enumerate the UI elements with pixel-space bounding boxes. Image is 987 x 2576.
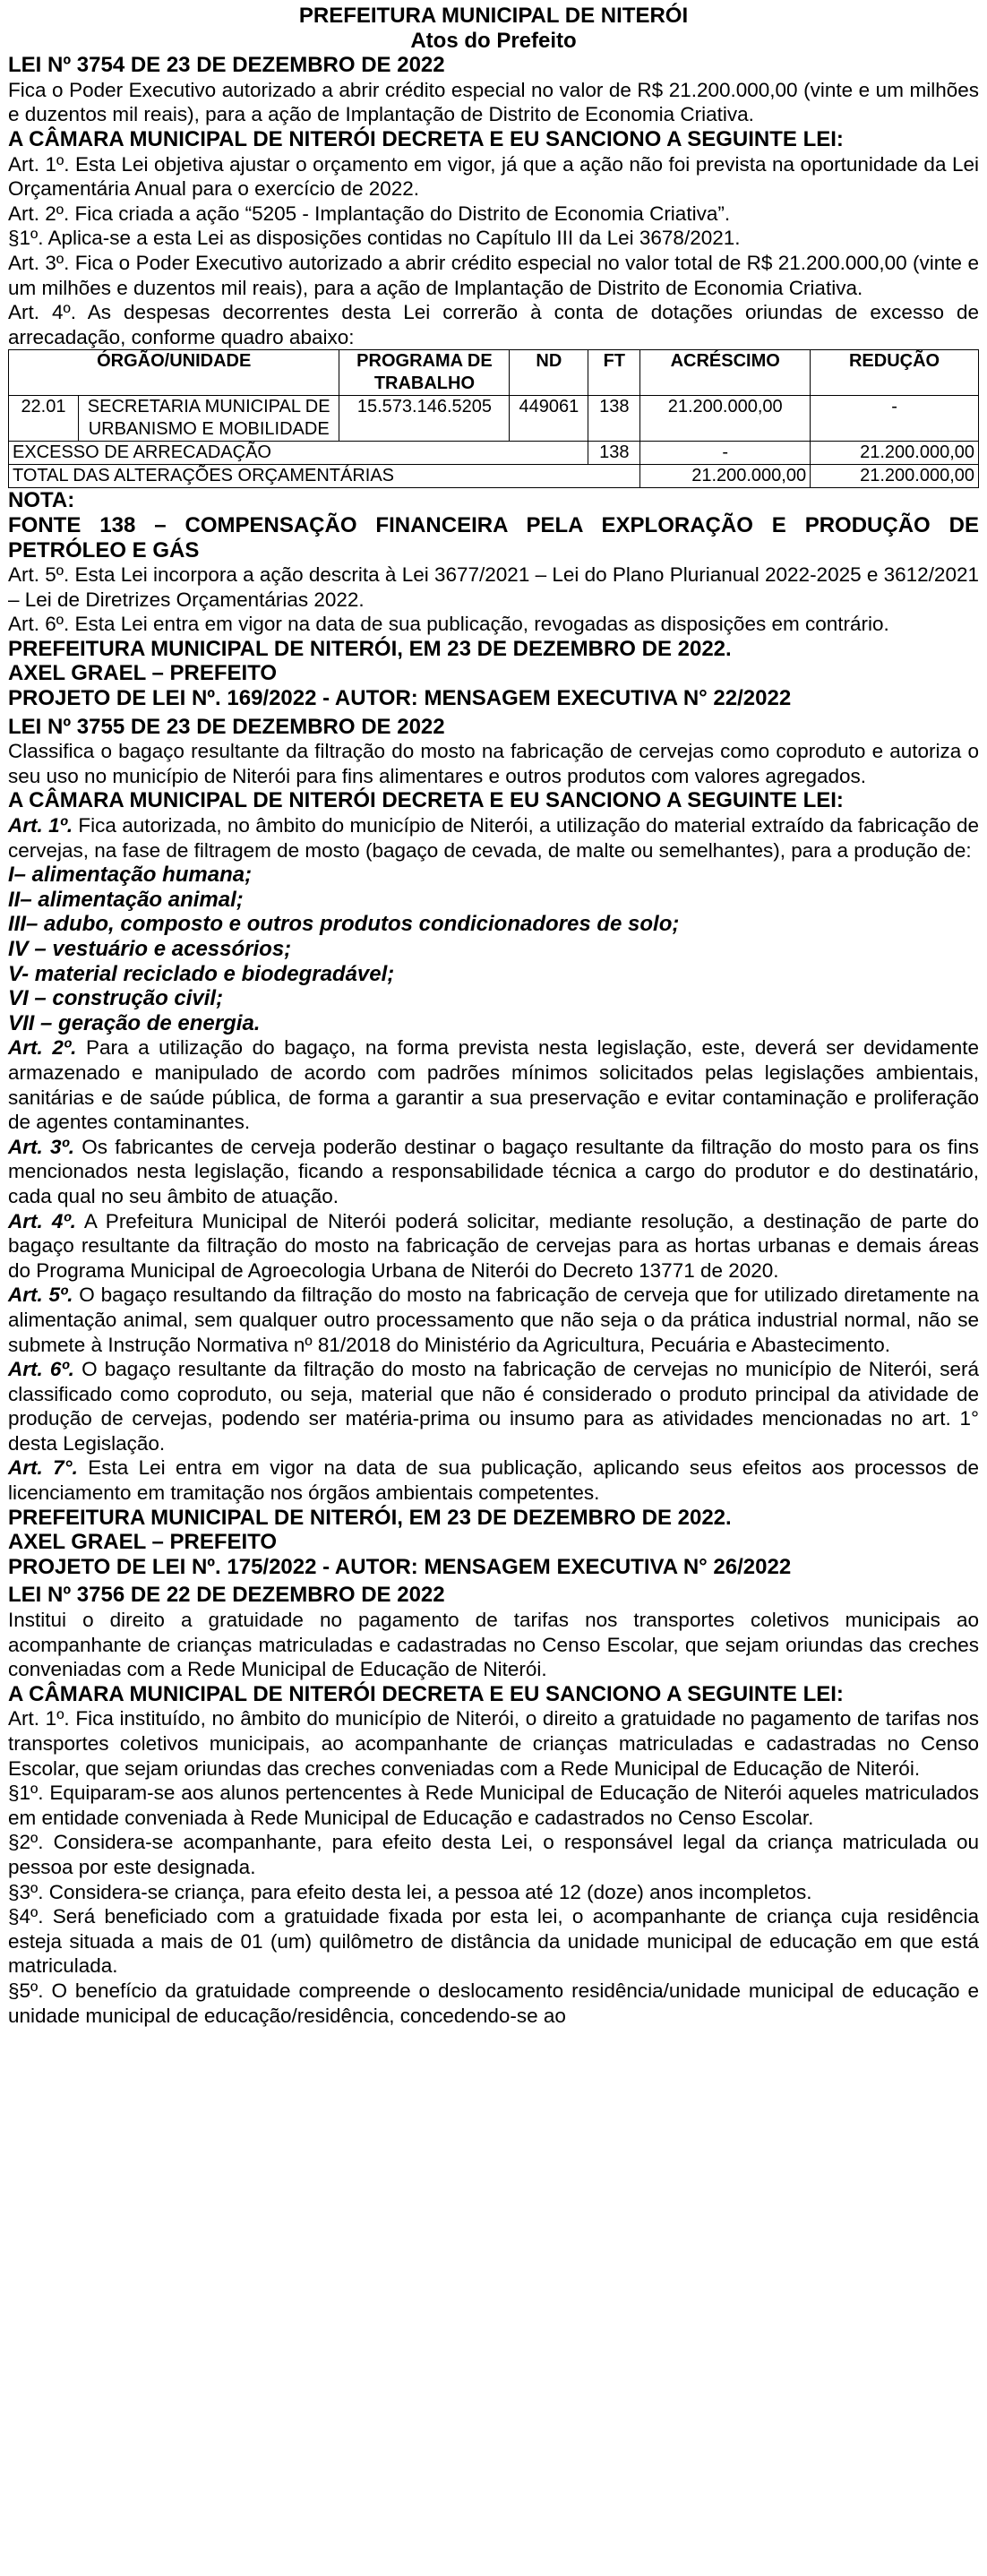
page-title: PREFEITURA MUNICIPAL DE NITERÓI: [298, 4, 689, 28]
article-label: Art. 7°.: [8, 1456, 78, 1480]
article-text: O bagaço resultando da filtração do mosto na fabricação de cerveja que for utilizado diretamente na alimentação animal, sem qualquer outro processamento que não seja o da prática industrial normal, não se submete à Instrução Normativa nº 81/2018 do Ministério da Agricultura, Pecuária e Abastecimento.: [8, 1284, 980, 1356]
table-cell: 449061: [510, 396, 588, 442]
law-decree: A CÂMARA MUNICIPAL DE NITERÓI DECRETA E EU SANCIONO A SEGUINTE LEI:: [8, 126, 844, 151]
law-summary: Fica o Poder Executivo autorizado a abrir crédito especial no valor de R$ 21.200.000,00 (vinte e um milhões e duzentos mil reais), para a ação de Implantação de Distrito de Economia Criativa.: [8, 78, 979, 126]
note-label: NOTA:: [8, 488, 75, 513]
signature-date: PREFEITURA MUNICIPAL DE NITERÓI, EM 23 DE DEZEMBRO DE 2022.: [8, 1505, 732, 1530]
table-cell: 138: [588, 396, 640, 442]
article-6: [8, 1357, 979, 1455]
table-row: [9, 396, 979, 442]
law-heading: LEI Nº 3754 DE 23 DE DEZEMBRO DE 2022: [8, 53, 445, 78]
law-summary: Classifica o bagaço resultante da filtração do mosto na fabricação de cervejas como coproduto e autoriza o seu uso no município de Niterói para fins alimentares e outros produtos com valores agregados.: [8, 740, 979, 787]
article-6: Art. 6º. Esta Lei entra em vigor na data de sua publicação, revogadas as disposições em contrário.: [8, 613, 889, 636]
article-2: Art. 2º. Fica criada a ação “5205 - Implantação do Distrito de Economia Criativa”.: [8, 202, 731, 225]
list-item: VII – geração de energia.: [8, 1010, 261, 1035]
list-item: II– alimentação animal;: [8, 887, 244, 912]
page-subtitle: Atos do Prefeito: [410, 28, 577, 53]
article-label: Art. 5º.: [8, 1284, 73, 1307]
article-3: [8, 1135, 979, 1209]
paragraph-3: §3º. Considera-se criança, para efeito desta lei, a pessoa até 12 (doze) anos incompletos.: [8, 1880, 812, 1903]
law-3754: [8, 53, 979, 710]
law-heading: LEI Nº 3755 DE 23 DE DEZEMBRO DE 2022: [8, 714, 445, 739]
table-cell: 21.200.000,00: [640, 465, 811, 488]
table-header-row: [9, 350, 979, 396]
article-2: [8, 1035, 979, 1134]
article-label: Art. 3º.: [8, 1135, 74, 1158]
table-cell: 21.200.000,00: [640, 396, 811, 442]
list-item: V- material reciclado e biodegradável;: [8, 961, 395, 986]
article-label: Art. 6º.: [8, 1358, 74, 1381]
paragraph-1: §1º. Equiparam-se aos alunos pertencentes à Rede Municipal de Educação de Niterói aqueles matriculados em entidade conveniada à Rede Municipal de Educação e cadastrados no Censo Escolar.: [8, 1782, 979, 1829]
table-row-excess: [9, 442, 979, 465]
paragraph-2: §2º. Considera-se acompanhante, para efeito desta Lei, o responsável legal da criança matriculada ou pessoa por este designada.: [8, 1831, 979, 1878]
table-cell: 22.01: [9, 396, 79, 442]
table-cell: SECRETARIA MUNICIPAL DE URBANISMO E MOBILIDADE: [78, 396, 339, 442]
table-header-cell: ND: [510, 350, 588, 396]
budget-table: [8, 349, 979, 488]
table-cell: 15.573.146.5205: [339, 396, 510, 442]
law-summary: Institui o direito a gratuidade no pagamento de tarifas nos transportes coletivos municipais ao acompanhante de crianças matriculadas e cadastradas no Censo Escolar, que sejam oriundas das creches conveniadas com a Rede Municipal de Educação de Niterói.: [8, 1609, 979, 1681]
paragraph-1: §1º. Aplica-se a esta Lei as disposições contidas no Capítulo III da Lei 3678/2021.: [8, 227, 741, 250]
article-4: Art. 4º. As despesas decorrentes desta Lei correrão à conta de dotações oriundas de excesso de arrecadação, conforme quadro abaixo:: [8, 301, 979, 348]
table-header-cell: ACRÉSCIMO: [640, 350, 811, 396]
list-item: VI – construção civil;: [8, 986, 224, 1011]
table-header-cell: ÓRGÃO/UNIDADE: [9, 350, 339, 396]
project-reference: PROJETO DE LEI Nº. 169/2022 - AUTOR: MENSAGEM EXECUTIVA N° 22/2022: [8, 686, 792, 711]
article-5: [8, 1283, 979, 1357]
article-1: Art. 1º. Esta Lei objetiva ajustar o orçamento em vigor, já que a ação não foi prevista na oportunidade da Lei Orçamentária Anual para o exercício de 2022.: [8, 152, 979, 201]
signature-name: AXEL GRAEL – PREFEITO: [8, 1530, 278, 1555]
article-1: [8, 813, 979, 863]
list-item: IV – vestuário e acessórios;: [8, 937, 292, 961]
signature-name: AXEL GRAEL – PREFEITO: [8, 661, 278, 686]
article-text: Os fabricantes de cerveja poderão destinar o bagaço resultante da filtração do mosto para os fins mencionados nesta legislação, ficando a responsabilidade técnica a cargo do produtor e do destinatário, cada qual no seu âmbito de atuação.: [8, 1135, 979, 1207]
list-item: III– adubo, composto e outros produtos condicionadores de solo;: [8, 912, 680, 937]
document-column: [8, 4, 979, 2028]
law-decree: A CÂMARA MUNICIPAL DE NITERÓI DECRETA E EU SANCIONO A SEGUINTE LEI:: [8, 788, 844, 813]
article-4: [8, 1209, 979, 1284]
table-cell: 21.200.000,00: [811, 442, 979, 465]
note-text: FONTE 138 – COMPENSAÇÃO FINANCEIRA PELA EXPLORAÇÃO E PRODUÇÃO DE PETRÓLEO E GÁS: [8, 512, 979, 562]
table-cell: TOTAL DAS ALTERAÇÕES ORÇAMENTÁRIAS: [9, 465, 640, 488]
table-cell: -: [811, 396, 979, 442]
article-label: Art. 1º.: [8, 814, 73, 837]
article-text: Para a utilização do bagaço, na forma prevista nesta legislação, este, deverá ser devidamente armazenado e manipulado de acordo com padrões mínimos solicitados pelas legislações ambientais, sanitárias e de saúde pública, de forma a garantir a sua preservação e evitar contaminação e proliferação de agentes contaminantes.: [8, 1036, 980, 1134]
article-7: [8, 1455, 979, 1505]
article-text: A Prefeitura Municipal de Niterói poderá solicitar, mediante resolução, a destinação de parte do bagaço resultante da filtração do mosto na fabricação de cervejas para as hortas urbanas e demais áreas do Programa Municipal de Agroecologia Urbana de Niterói do Decreto 13771 de 2020.: [8, 1209, 979, 1282]
list-item: I– alimentação humana;: [8, 863, 253, 888]
table-header-cell: FT: [588, 350, 640, 396]
paragraph-4: §4º. Será beneficiado com a gratuidade fixada por esta lei, o acompanhante de criança cuja residência esteja situada a mais de 01 (um) quilômetro de distância da unidade municipal de educação em que está matriculada.: [8, 1905, 979, 1978]
table-cell: -: [640, 442, 811, 465]
article-label: Art. 2º.: [8, 1036, 77, 1060]
article-text: O bagaço resultante da filtração do mosto na fabricação de cervejas no município de Niterói, será classificado como coproduto, ou seja, material que não é considerado o produto principal da atividade de produção de cervejas, podendo ser matéria-prima ou insumo para as atividades mencionadas no art. 1° desta Legislação.: [8, 1358, 980, 1455]
article-1: Art. 1º. Fica instituído, no âmbito do município de Niterói, o direito a gratuidade no pagamento de tarifas nos transportes coletivos municipais, ao acompanhante de crianças matriculadas e cadastradas no Censo Escolar, que sejam oriundas das creches conveniadas com a Rede Municipal de Educação de Niterói.: [8, 1707, 979, 1780]
law-3756: [8, 1583, 979, 2028]
article-text: Esta Lei entra em vigor na data de sua publicação, aplicando seus efeitos aos processos de licenciamento em tramitação nos órgãos ambientais competentes.: [8, 1456, 979, 1505]
table-header-cell: PROGRAMA DE TRABALHO: [339, 350, 510, 396]
article-3: Art. 3º. Fica o Poder Executivo autorizado a abrir crédito especial no valor total de R$ 21.200.000,00 (vinte e um milhões e duzentos mil reais), para a ação de Implantação de Distrito de Economia Criativa.: [8, 251, 979, 299]
paragraph-5: §5º. O benefício da gratuidade compreende o deslocamento residência/unidade municipal de educação e unidade municipal de educação/residência, concedendo-se ao: [8, 1979, 979, 2027]
table-cell: 21.200.000,00: [811, 465, 979, 488]
law-decree: A CÂMARA MUNICIPAL DE NITERÓI DECRETA E EU SANCIONO A SEGUINTE LEI:: [8, 1681, 844, 1706]
article-5: Art. 5º. Esta Lei incorpora a ação descrita à Lei 3677/2021 – Lei do Plano Plurianual 2022-2025 e 3612/2021 – Lei de Diretrizes Orçamentárias 2022.: [8, 563, 979, 611]
project-reference: PROJETO DE LEI Nº. 175/2022 - AUTOR: MENSAGEM EXECUTIVA N° 26/2022: [8, 1554, 792, 1579]
table-cell: EXCESSO DE ARRECADAÇÃO: [9, 442, 588, 465]
law-3755: [8, 715, 979, 1580]
table-header-cell: REDUÇÃO: [811, 350, 979, 396]
article-label: Art. 4º.: [8, 1209, 76, 1232]
article-text: Fica autorizada, no âmbito do município de Niterói, a utilização do material extraído da fabricação de cervejas, na fase de filtragem de mosto (bagaço de cevada, de malte ou semelhantes), para a produção de:: [8, 814, 980, 862]
law-heading: LEI Nº 3756 DE 22 DE DEZEMBRO DE 2022: [8, 1583, 445, 1608]
signature-date: PREFEITURA MUNICIPAL DE NITERÓI, EM 23 DE DEZEMBRO DE 2022.: [8, 636, 732, 661]
table-cell: 138: [588, 442, 640, 465]
table-row-total: [9, 465, 979, 488]
